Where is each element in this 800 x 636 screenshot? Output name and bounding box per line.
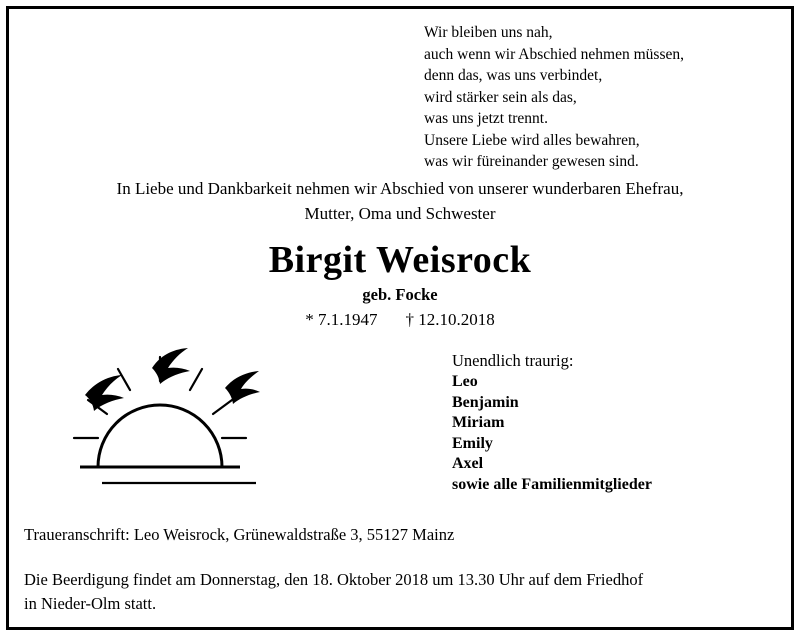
funeral-info-line: Die Beerdigung findet am Donnerstag, den 18. Oktober 2018 um 13.30 Uhr auf dem Friedhof <box>24 570 644 589</box>
mourner-item: Benjamin <box>452 393 519 411</box>
intro-line: Mutter, Oma und Schwester <box>304 204 496 223</box>
poem-block <box>424 22 764 173</box>
mourners-list <box>452 372 652 495</box>
mourner-item: Miriam <box>452 414 505 431</box>
poem-line: was wir füreinander gewesen sind. <box>424 153 639 170</box>
intro-block <box>0 176 800 226</box>
intro-line: In Liebe und Dankbarkeit nehmen wir Abschied von unserer wunderbaren Ehefrau, <box>116 179 684 198</box>
birth-date: * 7.1.1947 <box>305 310 378 329</box>
mourner-item: Emily <box>452 434 493 452</box>
deceased-name: Birgit Weisrock <box>268 239 532 281</box>
poem-line: was uns jetzt trennt. <box>424 110 548 127</box>
poem-line: Wir bleiben uns nah, <box>424 24 553 41</box>
sunrise-with-birds-icon <box>40 305 280 495</box>
funeral-info <box>24 568 784 616</box>
mourner-item: sowie alle Familienmitglieder <box>452 475 652 493</box>
death-date: † 12.10.2018 <box>405 310 495 329</box>
mourner-item: Leo <box>452 373 478 390</box>
poem-line: denn das, was uns verbindet, <box>424 67 603 84</box>
funeral-info-line: in Nieder-Olm statt. <box>24 594 157 613</box>
mourner-item: Axel <box>452 455 484 472</box>
mourners-title: Unendlich traurig: <box>452 351 574 370</box>
mourning-address: Traueranschrift: Leo Weisrock, Grünewaldstraße 3, 55127 Mainz <box>24 525 455 544</box>
poem-line: wird stärker sein als das, <box>424 88 577 106</box>
poem-line: auch wenn wir Abschied nehmen müssen, <box>424 45 684 63</box>
deceased-birth-name: geb. Focke <box>362 285 438 304</box>
poem-line: Unsere Liebe wird alles bewahren, <box>424 131 640 149</box>
